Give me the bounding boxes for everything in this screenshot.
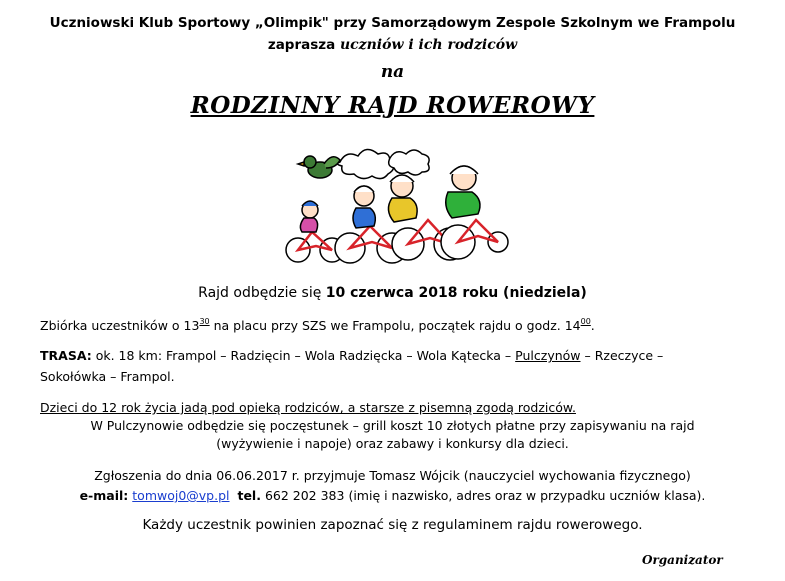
route-label: TRASA: [40,348,92,363]
children-notice: Dzieci do 12 rok życia jadą pod opieką rodziców, a starsze z pisemną zgodą rodziców. [40,400,576,415]
event-title: RODZINNY RAJD ROWEROWY [190,92,595,119]
contact-line [0,488,785,503]
route-stop: Pulczynów [515,348,581,363]
route-line-1 [40,348,663,363]
tel-number: 662 202 383 [260,488,345,503]
grill-info: W Pulczynowie odbędzie się poczęstunek – grill koszt 10 złotych płatne przy zapisywaniu na rajd [90,418,695,433]
route-text-a: ok. 18 km: Frampol – Radzięcin – Wola Radzięcka – Wola Kątecka – [91,348,516,363]
na-label: na [380,62,405,82]
regulation-notice: Każdy uczestnik powinien zapoznać się z regulaminem rajdu rowerowego. [142,517,643,533]
registration-info: Zgłoszenia do dnia 06.06.2017 r. przyjmuje Tomasz Wójcik (nauczyciel wychowania fizycznego) [94,468,691,483]
tel-label: tel. [237,488,261,503]
date-prefix: Rajd odbędzie się [198,285,322,301]
meeting-info [40,317,595,333]
email-label: e-mail: [79,488,129,503]
meeting-time-sup: 30 [199,317,210,326]
cyclists-family-illustration [280,140,510,270]
meeting-text-3: . [590,318,595,333]
meeting-text-1: Zbiórka uczestników o 13 [40,318,200,333]
invitation-line [0,37,785,53]
email-link[interactable]: tomwoj0@vp.pl [132,488,230,503]
start-time-sup: 00 [580,317,591,326]
organizer-heading: Uczniowski Klub Sportowy „Olimpik" przy Samorządowym Zespole Szkolnym we Frampolu [49,15,736,31]
route-line-2: Sokołówka – Frampol. [40,369,175,384]
invite-audience: uczniów i ich rodziców [339,37,518,53]
invite-prefix: zaprasza [267,37,336,53]
meeting-text-2: na placu przy SZS we Frampolu, początek rajdu o godz. 14 [209,318,581,333]
signature: Organizator [642,553,723,567]
tel-note: (imię i nazwisko, adres oraz w przypadku uczniów klasa). [344,488,706,503]
event-date [0,285,785,301]
route-text-b: – Rzeczyce – [580,348,664,363]
activities-info: (wyżywienie i napoje) oraz zabawy i konkursy dla dzieci. [216,436,569,451]
date-value: 10 czerwca 2018 roku (niedziela) [325,285,587,301]
